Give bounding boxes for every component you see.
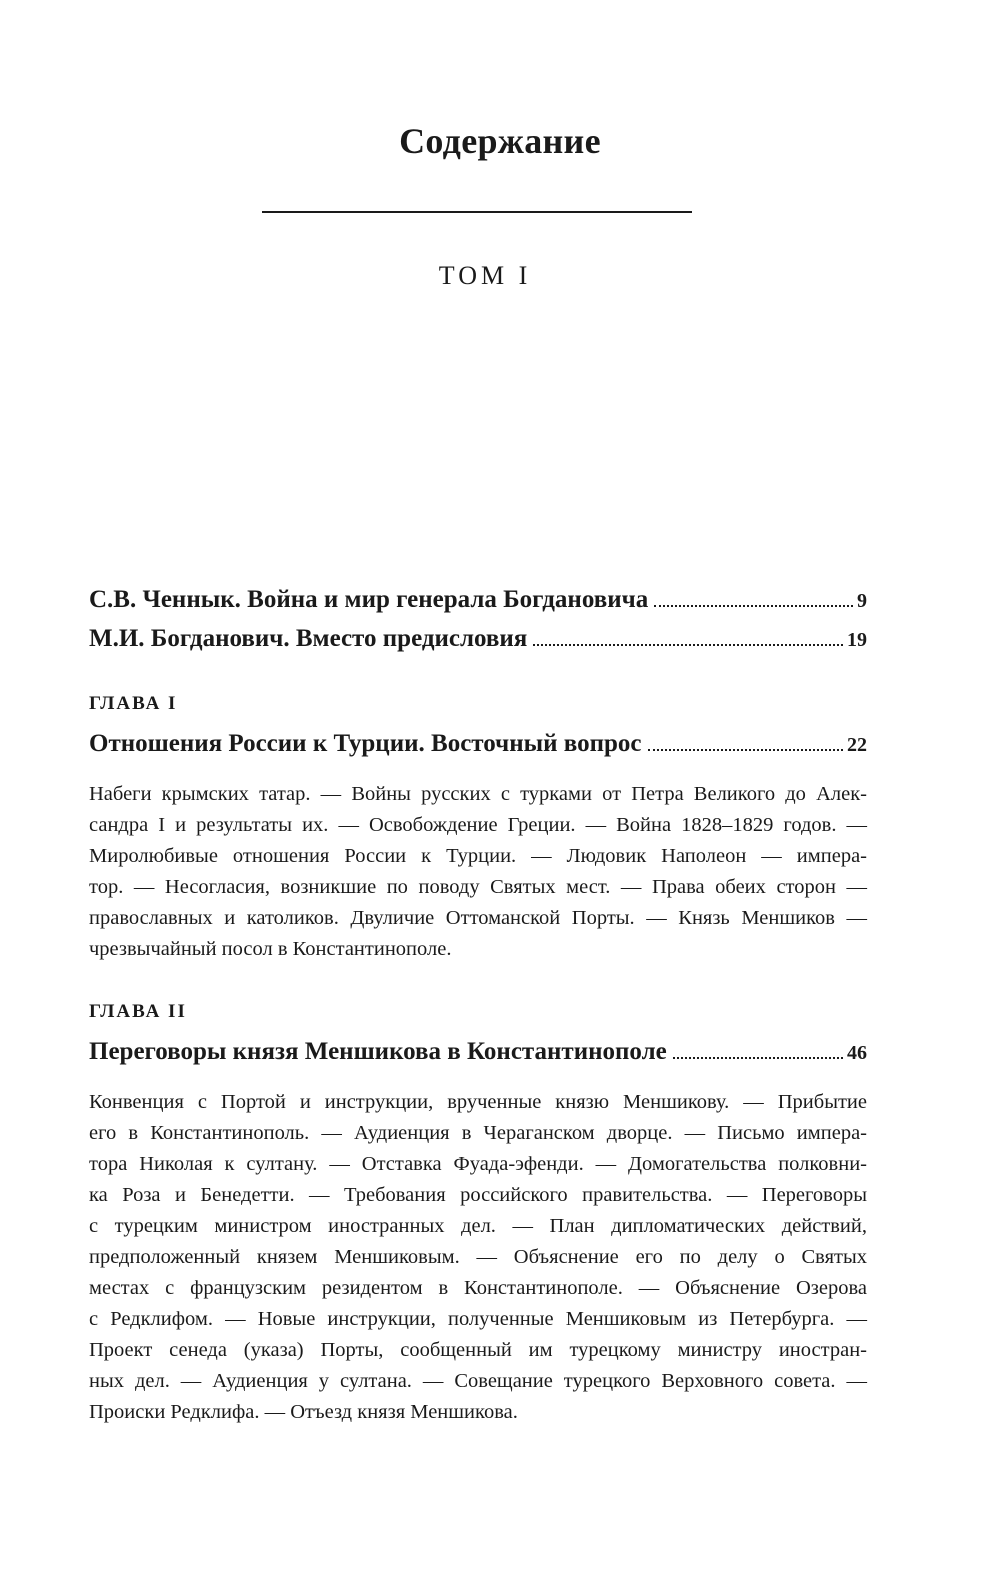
summary-line: чрезвычайный посол в Константинополе.	[89, 938, 452, 960]
chapter-label: ГЛАВА I	[89, 693, 178, 714]
summary-line: Происки Редклифа. — Отъезд князя Меншикова.	[89, 1401, 518, 1423]
volume-label: ТОМ I	[438, 261, 532, 290]
chapter-block	[89, 998, 867, 1428]
page-title: Содержание	[399, 121, 601, 161]
toc-entry[interactable]	[89, 582, 867, 619]
summary-line: православных и католиков. Двуличие Оттоманской Порты. — Князь Меншиков —	[89, 907, 867, 929]
toc-entry-page: 9	[857, 590, 867, 612]
summary-line: Конвенция с Портой и инструкции, врученные князю Меншикову. — Прибытие	[89, 1091, 867, 1113]
chapter-block	[89, 690, 867, 965]
toc-entry[interactable]	[89, 726, 867, 763]
chapter-summary	[89, 1087, 867, 1428]
summary-line: Набеги крымских татар. — Войны русских с турками от Петра Великого до Алек-	[89, 783, 867, 805]
toc-leader-dots	[654, 604, 853, 607]
toc-entry-page: 19	[847, 629, 867, 651]
toc-entry-page: 22	[847, 734, 867, 756]
title-divider	[262, 211, 692, 213]
summary-line: с Редклифом. — Новые инструкции, полученные Меншиковым из Петербурга. —	[89, 1308, 867, 1330]
chapter-title: Отношения России к Турции. Восточный вопрос	[89, 730, 642, 757]
summary-line: ка Роза и Бенедетти. — Требования российского правительства. — Переговоры	[89, 1184, 867, 1206]
toc-entry-title: С.В. Ченнык. Война и мир генерала Богдановича	[89, 586, 649, 613]
summary-line: тора Николая к султану. — Отставка Фуада-эфенди. — Домогательства полковни-	[89, 1153, 867, 1175]
summary-line: сандра I и результаты их. — Освобождение Греции. — Война 1828–1829 годов. —	[89, 814, 867, 836]
summary-line: местах с французским резидентом в Константинополе. — Объяснение Озерова	[89, 1277, 867, 1299]
chapter-title: Переговоры князя Меншикова в Константинополе	[89, 1038, 667, 1065]
summary-line: тор. — Несогласия, возникшие по поводу Святых мест. — Права обеих сторон —	[89, 876, 867, 898]
summary-line: его в Константинополь. — Аудиенция в Чераганском дворце. — Письмо импера-	[89, 1122, 867, 1144]
summary-line: с турецким министром иностранных дел. — План дипломатических действий,	[89, 1215, 867, 1237]
summary-line: Проект сенеда (указа) Порты, сообщенный им турецкому министру иностран-	[89, 1339, 867, 1361]
summary-line: Миролюбивые отношения России к Турции. — Людовик Наполеон — импера-	[89, 845, 867, 867]
toc-entry-title: М.И. Богданович. Вместо предисловия	[89, 625, 528, 652]
chapter-label: ГЛАВА II	[89, 1001, 187, 1022]
toc-entry[interactable]	[89, 621, 867, 658]
toc-leader-dots	[673, 1056, 843, 1059]
chapter-summary	[89, 779, 867, 965]
front-matter-list	[89, 582, 867, 658]
toc-leader-dots	[533, 643, 843, 646]
summary-line: ных дел. — Аудиенция у султана. — Совещание турецкого Верховного совета. —	[89, 1370, 867, 1392]
toc-leader-dots	[648, 748, 843, 751]
toc-entry[interactable]	[89, 1034, 867, 1071]
summary-line: предположенный князем Меншиковым. — Объяснение его по делу о Святых	[89, 1246, 867, 1268]
toc-entry-page: 46	[847, 1042, 867, 1064]
